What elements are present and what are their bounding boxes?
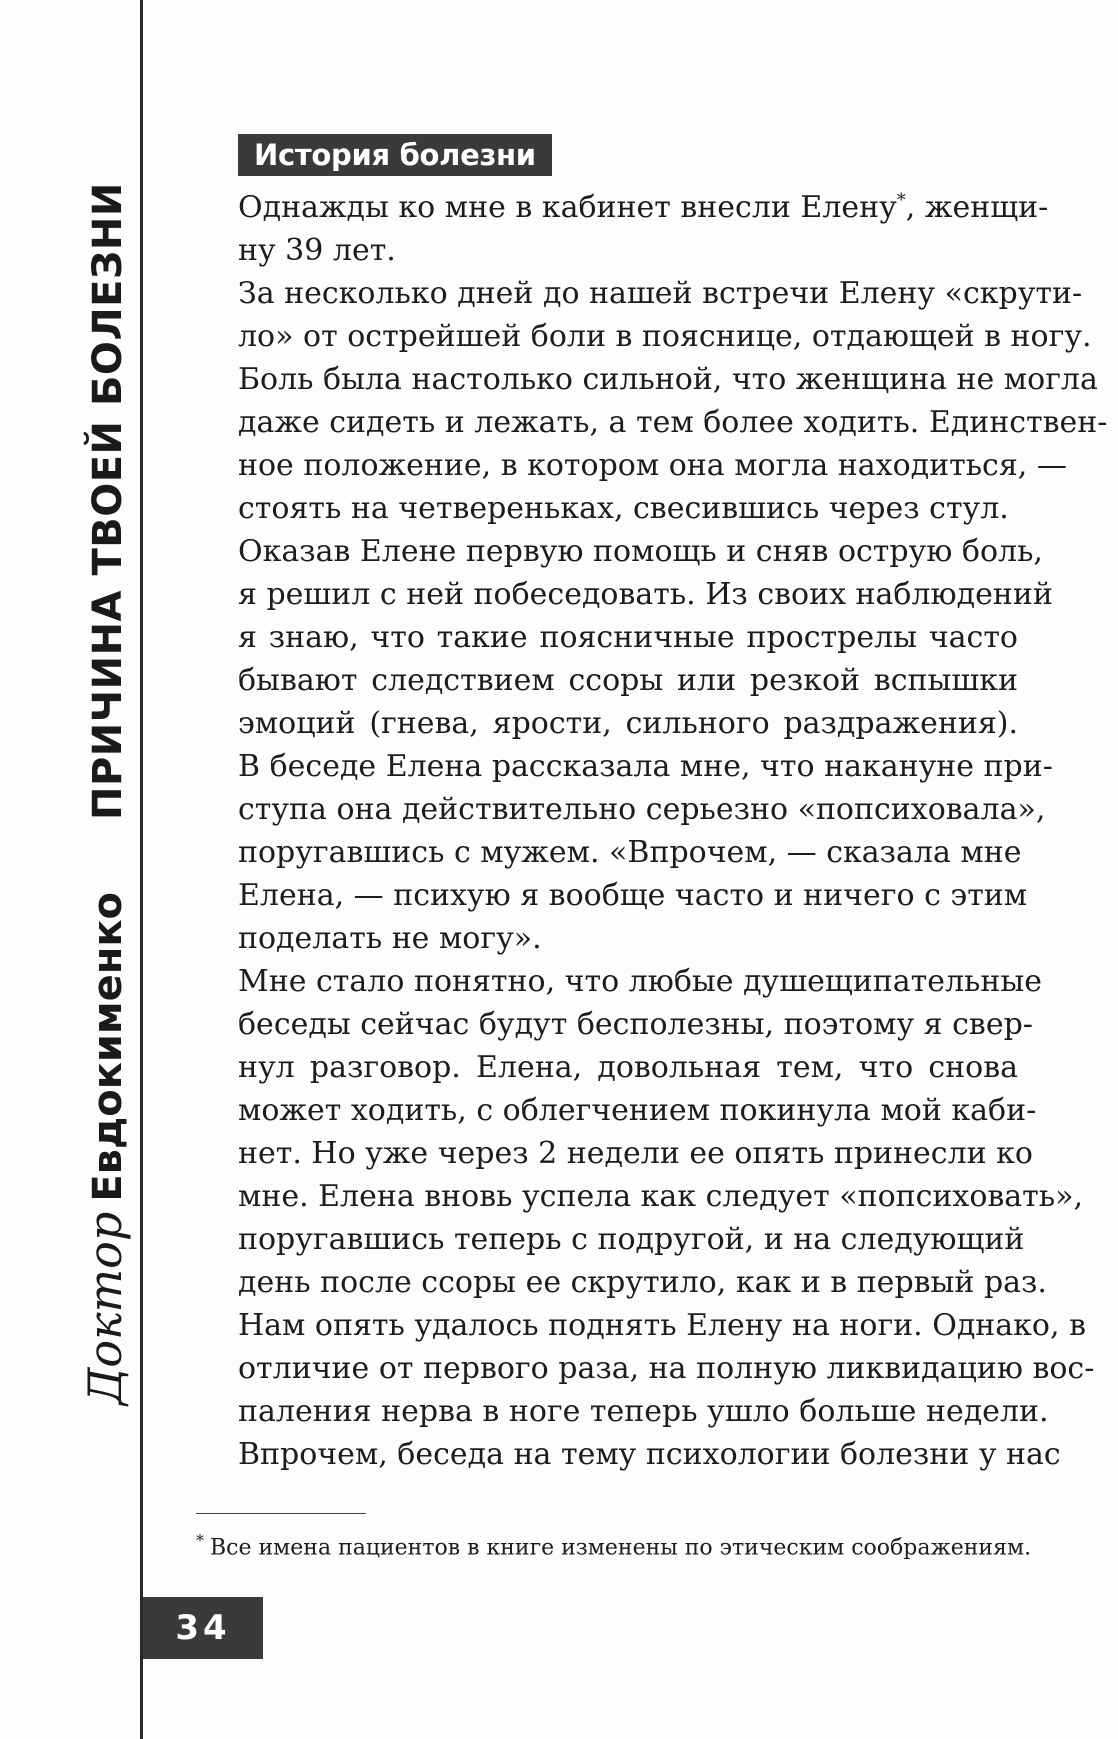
body-line: мне. Елена вновь успела как следует «попсиховать»,	[238, 1179, 1083, 1214]
body-line: поругавшись теперь с подругой, и на следующий	[238, 1222, 1025, 1257]
body-line: беседы сейчас будут бесполезны, поэтому я свер-	[238, 1007, 1033, 1042]
body-line: Елена, — психую я вообще часто и ничего с этим	[238, 878, 1028, 913]
footnote-divider	[196, 1513, 366, 1514]
body-line: эмоций (гнева, ярости, сильного раздражения).	[238, 706, 1018, 741]
spine-doctor-label: Доктор	[78, 1211, 132, 1405]
body-line: день после ссоры ее скрутило, как и в первый раз.	[238, 1265, 1047, 1300]
body-line: стоять на четвереньках, свесившись через стул.	[238, 491, 1009, 526]
footnote-star: *	[196, 1531, 204, 1550]
body-line: Мне стало понятно, что любые душещипательные	[238, 964, 1042, 999]
footnote	[196, 1526, 1032, 1563]
spine-header	[78, 182, 132, 1405]
body-line: нет. Но уже через 2 недели ее опять принесли ко	[238, 1136, 1033, 1171]
body-line: бывают следствием ссоры или резкой вспышки	[238, 663, 1018, 698]
body-line: Оказав Елене первую помощь и сняв острую боль,	[238, 534, 1043, 569]
body-line: я решил с ней побеседовать. Из своих наблюдений	[238, 577, 1053, 612]
body-line: Однажды ко мне в кабинет внесли Елену*, женщи-	[238, 190, 1049, 225]
left-vertical-rule	[140, 0, 143, 1739]
body-line: За несколько дней до нашей встречи Елену «скрути-	[238, 276, 1083, 311]
body-line: Нам опять удалось поднять Елену на ноги. Однако, в	[238, 1308, 1086, 1343]
body-line: паления нерва в ноге теперь ушло больше недели.	[238, 1394, 1049, 1429]
spine-author-name: Евдокименко	[85, 891, 131, 1202]
body-line: поделать не могу».	[238, 921, 542, 956]
page-number: 34	[143, 1597, 263, 1659]
body-line: ное положение, в котором она могла находиться, —	[238, 448, 1067, 483]
body-line: ступа она действительно серьезно «попсиховала»,	[238, 792, 1046, 827]
body-line: я знаю, что такие поясничные прострелы часто	[238, 620, 1018, 655]
section-heading: История болезни	[238, 134, 552, 176]
body-line: ну 39 лет.	[238, 233, 396, 268]
body-line: поругавшись с мужем. «Впрочем, — сказала мне	[238, 835, 1022, 870]
body-text	[238, 186, 1108, 1476]
body-line: даже сидеть и лежать, а тем более ходить. Единствен-	[238, 405, 1108, 440]
footnote-text: Все имена пациентов в книге изменены по этическим соображениям.	[210, 1535, 1032, 1561]
body-line: Боль была настолько сильной, что женщина не могла	[238, 362, 1098, 397]
body-line: может ходить, с облегчением покинула мой каби-	[238, 1093, 1037, 1128]
body-line: нул разговор. Елена, довольная тем, что снова	[238, 1050, 1018, 1085]
body-line: Впрочем, беседа на тему психологии болезни у нас	[238, 1437, 1061, 1472]
body-line: ло» от острейшей боли в пояснице, отдающей в ногу.	[238, 319, 1092, 354]
spine-book-title: ПРИЧИНА ТВОЕЙ БОЛЕЗНИ	[85, 182, 131, 820]
body-line: В беседе Елена рассказала мне, что накануне при-	[238, 749, 1053, 784]
footnote-mark: *	[896, 190, 906, 211]
body-line: отличие от первого раза, на полную ликвидацию вос-	[238, 1351, 1095, 1386]
